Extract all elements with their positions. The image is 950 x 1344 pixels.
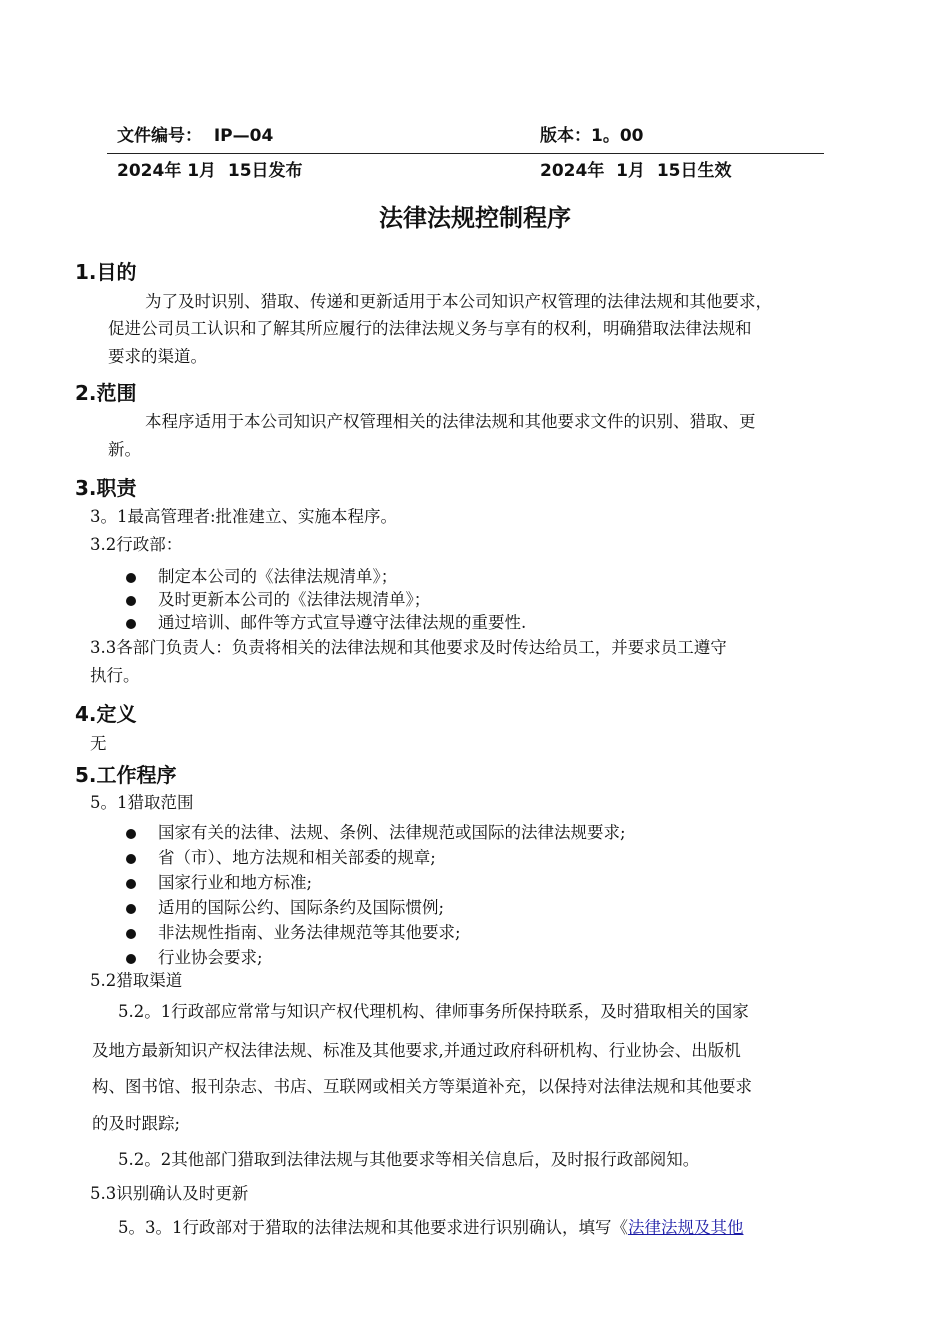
bullet-icon xyxy=(126,619,136,629)
bullet-icon xyxy=(126,829,136,839)
issue-date: 2024年 1月 15日发布 xyxy=(117,161,303,181)
list-item: 非法规性指南、业务法律规范等其他要求; xyxy=(158,923,461,942)
paragraph-line: 要求的渠道。 xyxy=(108,347,207,366)
responsibility-item: 3.2行政部： xyxy=(90,535,183,554)
section-heading-responsibilities: 3.职责 xyxy=(75,476,137,500)
document-version: 版本：1。00 xyxy=(540,126,644,146)
paragraph-line: 执行。 xyxy=(90,666,140,685)
regulations-list-link[interactable]: 法律法规及其他 xyxy=(628,1218,744,1237)
document-number: 文件编号： IP—04 xyxy=(117,126,274,146)
paragraph-line: 促进公司员工认识和了解其所应履行的法律法规义务与享有的权利，明确猎取法律法规和 xyxy=(108,319,752,338)
paragraph-line: 为了及时识别、猎取、传递和更新适用于本公司知识产权管理的法律法规和其他要求， xyxy=(145,292,772,311)
paragraph-line: 及地方最新知识产权法律法规、标准及其他要求,并通过政府科研机构、行业协会、出版机 xyxy=(92,1041,741,1060)
section-heading-procedure: 5.工作程序 xyxy=(75,763,177,787)
responsibility-item: 3。1最高管理者:批准建立、实施本程序。 xyxy=(90,507,398,526)
section-heading-scope: 2.范围 xyxy=(75,381,137,405)
bullet-icon xyxy=(126,854,136,864)
bullet-icon xyxy=(126,879,136,889)
definition-text: 无 xyxy=(90,734,107,753)
list-item: 制定本公司的《法律法规清单》； xyxy=(158,567,398,586)
effective-date: 2024年 1月 15日生效 xyxy=(540,161,732,181)
list-item: 行业协会要求; xyxy=(158,948,263,967)
list-item: 通过培训、邮件等方式宣导遵守法律法规的重要性. xyxy=(158,613,527,632)
subsection-heading: 5.2猎取渠道 xyxy=(90,971,183,990)
subsection-heading: 5。1猎取范围 xyxy=(90,793,194,812)
page-title: 法律法规控制程序 xyxy=(379,204,571,232)
bullet-icon xyxy=(126,954,136,964)
section-heading-purpose: 1.目的 xyxy=(75,260,137,284)
paragraph-line xyxy=(118,1220,744,1237)
list-item: 省（市）、地方法规和相关部委的规章; xyxy=(158,848,436,867)
bullet-icon xyxy=(126,596,136,606)
section-heading-definitions: 4.定义 xyxy=(75,702,137,726)
paragraph-line: 构、图书馆、报刊杂志、书店、互联网或相关方等渠道补充，以保持对法律法规和其他要求 xyxy=(92,1077,752,1096)
bullet-icon xyxy=(126,573,136,583)
paragraph-line: 5.2。1行政部应常常与知识产权代理机构、律师事务所保持联系，及时猎取相关的国家 xyxy=(118,1002,749,1021)
list-item: 及时更新本公司的《法律法规清单》； xyxy=(158,590,431,609)
bullet-icon xyxy=(126,904,136,914)
list-item: 适用的国际公约、国际条约及国际惯例; xyxy=(158,898,445,917)
paragraph-line: 本程序适用于本公司知识产权管理相关的法律法规和其他要求文件的识别、猎取、更 xyxy=(145,412,756,431)
list-item: 国家行业和地方标准; xyxy=(158,873,313,892)
paragraph-line: 的及时跟踪; xyxy=(92,1114,181,1133)
header-divider xyxy=(107,153,824,154)
list-item: 国家有关的法律、法规、条例、法律规范或国际的法律法规要求; xyxy=(158,823,626,842)
responsibility-item: 3.3各部门负责人：负责将相关的法律法规和其他要求及时传达给员工，并要求员工遵守 xyxy=(90,638,727,657)
paragraph-line: 新。 xyxy=(108,440,141,459)
paragraph-text: 5。3。1行政部对于猎取的法律法规和其他要求进行识别确认，填写《 xyxy=(118,1218,628,1237)
bullet-icon xyxy=(126,929,136,939)
subsection-heading: 5.3识别确认及时更新 xyxy=(90,1184,249,1203)
paragraph-line: 5.2。2其他部门猎取到法律法规与其他要求等相关信息后，及时报行政部阅知。 xyxy=(118,1150,700,1169)
